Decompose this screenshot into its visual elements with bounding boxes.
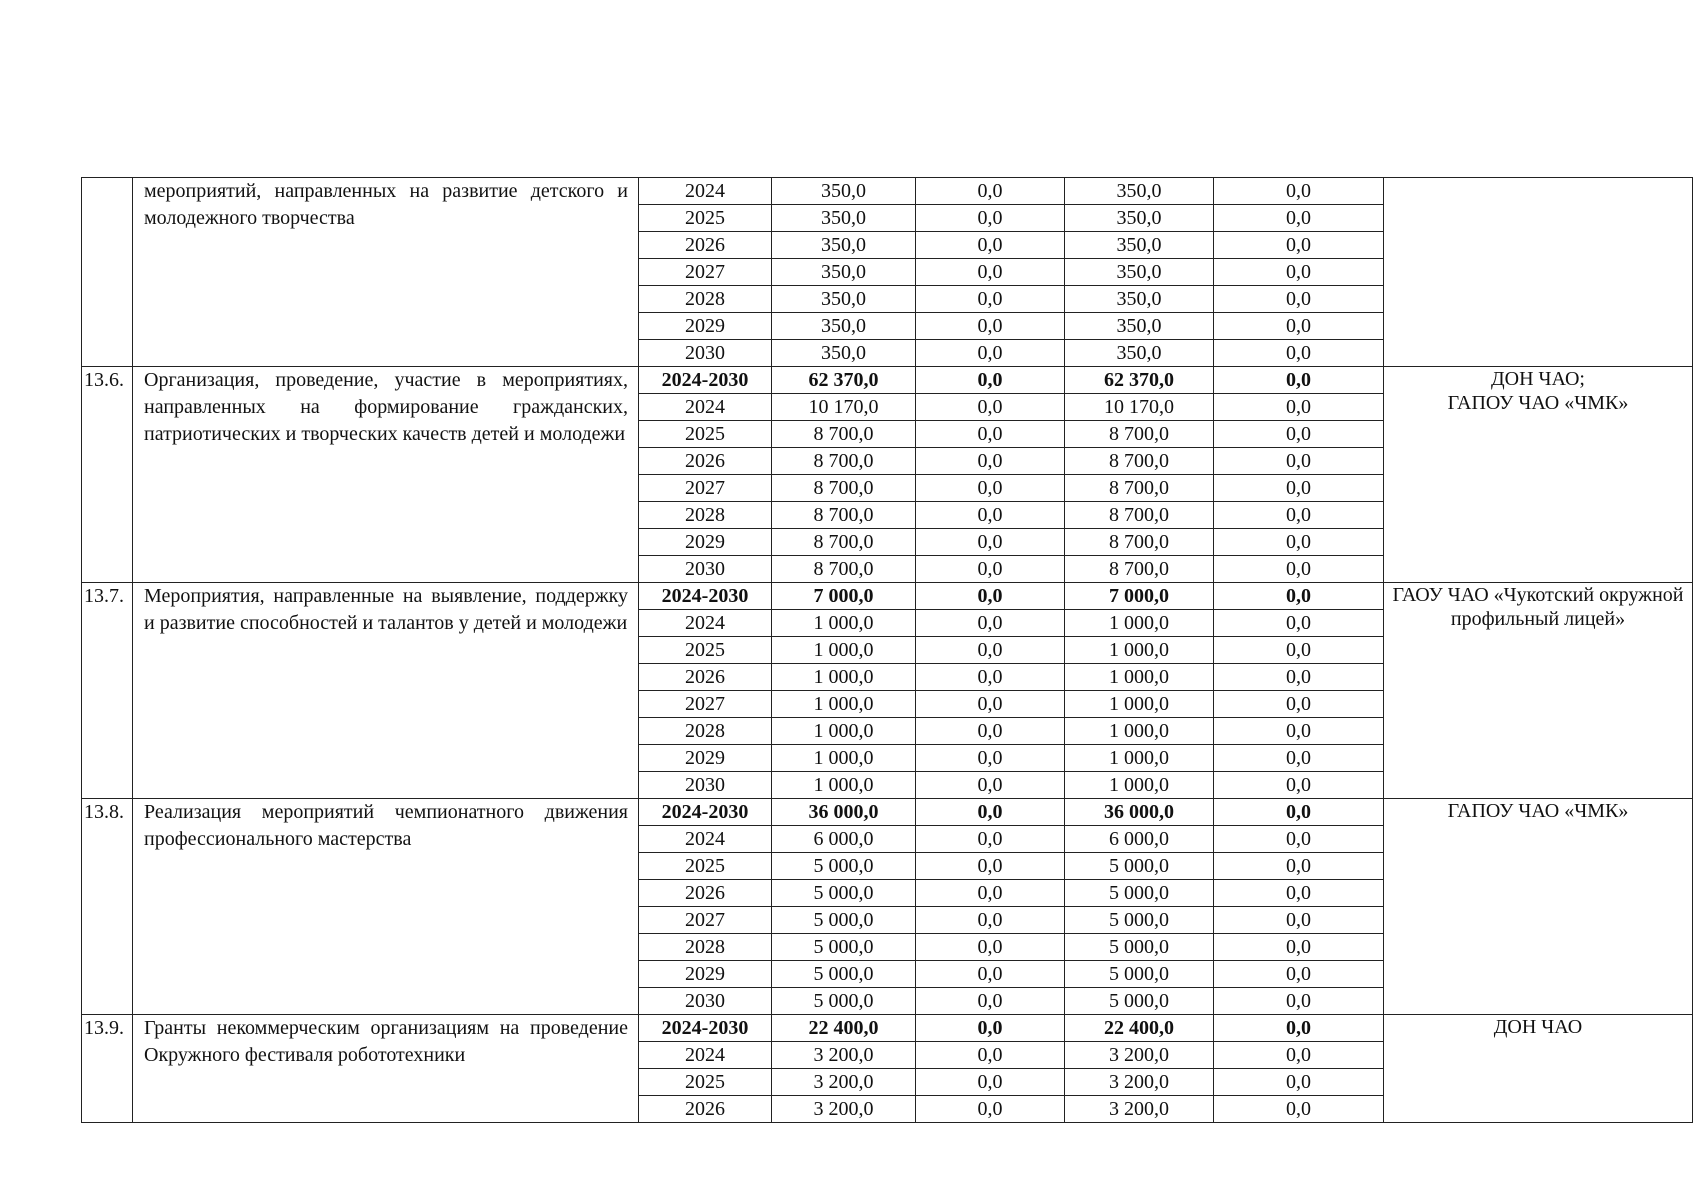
period-cell: 2024-2030 [639,1015,772,1042]
other-sources-cell: 0,0 [1214,1042,1384,1069]
period-cell: 2024-2030 [639,799,772,826]
regional-budget-cell: 5 000,0 [1065,853,1214,880]
period-cell: 2024-2030 [639,367,772,394]
total-cell: 8 700,0 [772,529,916,556]
table-row [82,1015,1693,1042]
regional-budget-cell: 7 000,0 [1065,583,1214,610]
total-cell: 5 000,0 [772,853,916,880]
federal-budget-cell: 0,0 [916,637,1065,664]
federal-budget-cell: 0,0 [916,502,1065,529]
regional-budget-cell: 350,0 [1065,178,1214,205]
period-cell: 2026 [639,880,772,907]
federal-budget-cell: 0,0 [916,799,1065,826]
regional-budget-cell: 350,0 [1065,259,1214,286]
other-sources-cell: 0,0 [1214,961,1384,988]
other-sources-cell: 0,0 [1214,529,1384,556]
other-sources-cell: 0,0 [1214,475,1384,502]
regional-budget-cell: 3 200,0 [1065,1042,1214,1069]
federal-budget-cell: 0,0 [916,1015,1065,1042]
total-cell: 1 000,0 [772,610,916,637]
other-sources-cell: 0,0 [1214,934,1384,961]
federal-budget-cell: 0,0 [916,880,1065,907]
other-sources-cell: 0,0 [1214,637,1384,664]
federal-budget-cell: 0,0 [916,259,1065,286]
total-cell: 8 700,0 [772,502,916,529]
item-name: Мероприятия, направленные на выявление, поддержку и развитие способностей и талантов у детей и молодежи [133,583,639,799]
federal-budget-cell: 0,0 [916,205,1065,232]
period-cell: 2024 [639,826,772,853]
period-cell: 2029 [639,745,772,772]
total-cell: 350,0 [772,313,916,340]
item-number: 13.6. [82,367,133,583]
executor-cell: ДОН ЧАО; ГАПОУ ЧАО «ЧМК» [1384,367,1693,583]
total-cell: 3 200,0 [772,1042,916,1069]
other-sources-cell: 0,0 [1214,232,1384,259]
item-number: 13.9. [82,1015,133,1123]
regional-budget-cell: 1 000,0 [1065,772,1214,799]
total-cell: 1 000,0 [772,745,916,772]
federal-budget-cell: 0,0 [916,853,1065,880]
other-sources-cell: 0,0 [1214,718,1384,745]
total-cell: 10 170,0 [772,394,916,421]
total-cell: 1 000,0 [772,637,916,664]
total-cell: 7 000,0 [772,583,916,610]
other-sources-cell: 0,0 [1214,826,1384,853]
other-sources-cell: 0,0 [1214,664,1384,691]
other-sources-cell: 0,0 [1214,448,1384,475]
regional-budget-cell: 350,0 [1065,340,1214,367]
period-cell: 2029 [639,961,772,988]
total-cell: 36 000,0 [772,799,916,826]
total-cell: 350,0 [772,340,916,367]
period-cell: 2025 [639,1069,772,1096]
other-sources-cell: 0,0 [1214,1015,1384,1042]
other-sources-cell: 0,0 [1214,502,1384,529]
period-cell: 2025 [639,637,772,664]
regional-budget-cell: 6 000,0 [1065,826,1214,853]
period-cell: 2030 [639,340,772,367]
federal-budget-cell: 0,0 [916,286,1065,313]
other-sources-cell: 0,0 [1214,988,1384,1015]
regional-budget-cell: 350,0 [1065,205,1214,232]
period-cell: 2028 [639,502,772,529]
federal-budget-cell: 0,0 [916,178,1065,205]
federal-budget-cell: 0,0 [916,529,1065,556]
total-cell: 3 200,0 [772,1096,916,1123]
regional-budget-cell: 22 400,0 [1065,1015,1214,1042]
other-sources-cell: 0,0 [1214,772,1384,799]
period-cell: 2026 [639,1096,772,1123]
total-cell: 350,0 [772,232,916,259]
total-cell: 350,0 [772,286,916,313]
other-sources-cell: 0,0 [1214,691,1384,718]
table-row [82,178,1693,205]
total-cell: 350,0 [772,205,916,232]
federal-budget-cell: 0,0 [916,1069,1065,1096]
regional-budget-cell: 1 000,0 [1065,718,1214,745]
executor-cell: ДОН ЧАО [1384,1015,1693,1123]
federal-budget-cell: 0,0 [916,907,1065,934]
other-sources-cell: 0,0 [1214,799,1384,826]
federal-budget-cell: 0,0 [916,1096,1065,1123]
regional-budget-cell: 8 700,0 [1065,421,1214,448]
federal-budget-cell: 0,0 [916,610,1065,637]
federal-budget-cell: 0,0 [916,826,1065,853]
total-cell: 8 700,0 [772,421,916,448]
other-sources-cell: 0,0 [1214,1096,1384,1123]
regional-budget-cell: 5 000,0 [1065,880,1214,907]
regional-budget-cell: 350,0 [1065,313,1214,340]
period-cell: 2025 [639,421,772,448]
federal-budget-cell: 0,0 [916,772,1065,799]
period-cell: 2024 [639,1042,772,1069]
regional-budget-cell: 5 000,0 [1065,961,1214,988]
other-sources-cell: 0,0 [1214,1069,1384,1096]
total-cell: 5 000,0 [772,934,916,961]
federal-budget-cell: 0,0 [916,340,1065,367]
period-cell: 2024 [639,394,772,421]
regional-budget-cell: 8 700,0 [1065,448,1214,475]
total-cell: 8 700,0 [772,556,916,583]
total-cell: 5 000,0 [772,988,916,1015]
regional-budget-cell: 62 370,0 [1065,367,1214,394]
period-cell: 2027 [639,691,772,718]
regional-budget-cell: 350,0 [1065,232,1214,259]
period-cell: 2026 [639,664,772,691]
other-sources-cell: 0,0 [1214,340,1384,367]
total-cell: 350,0 [772,259,916,286]
total-cell: 5 000,0 [772,961,916,988]
regional-budget-cell: 8 700,0 [1065,475,1214,502]
total-cell: 22 400,0 [772,1015,916,1042]
regional-budget-cell: 3 200,0 [1065,1096,1214,1123]
period-cell: 2027 [639,259,772,286]
total-cell: 62 370,0 [772,367,916,394]
other-sources-cell: 0,0 [1214,259,1384,286]
total-cell: 1 000,0 [772,718,916,745]
regional-budget-cell: 1 000,0 [1065,610,1214,637]
federal-budget-cell: 0,0 [916,232,1065,259]
period-cell: 2029 [639,313,772,340]
total-cell: 1 000,0 [772,772,916,799]
regional-budget-cell: 5 000,0 [1065,934,1214,961]
period-cell: 2025 [639,205,772,232]
period-cell: 2028 [639,718,772,745]
other-sources-cell: 0,0 [1214,394,1384,421]
regional-budget-cell: 36 000,0 [1065,799,1214,826]
other-sources-cell: 0,0 [1214,421,1384,448]
period-cell: 2026 [639,232,772,259]
other-sources-cell: 0,0 [1214,907,1384,934]
other-sources-cell: 0,0 [1214,583,1384,610]
table-row [82,583,1693,610]
federal-budget-cell: 0,0 [916,745,1065,772]
period-cell: 2028 [639,934,772,961]
funding-table [81,177,1693,1123]
federal-budget-cell: 0,0 [916,664,1065,691]
regional-budget-cell: 1 000,0 [1065,664,1214,691]
total-cell: 8 700,0 [772,475,916,502]
period-cell: 2027 [639,907,772,934]
table-row [82,799,1693,826]
total-cell: 350,0 [772,178,916,205]
period-cell: 2030 [639,988,772,1015]
item-name: Реализация мероприятий чемпионатного движения профессионального мастерства [133,799,639,1015]
item-number: 13.7. [82,583,133,799]
item-name: мероприятий, направленных на развитие детского и молодежного творчества [133,178,639,367]
period-cell: 2030 [639,772,772,799]
table-row [82,367,1693,394]
other-sources-cell: 0,0 [1214,853,1384,880]
period-cell: 2024 [639,178,772,205]
regional-budget-cell: 1 000,0 [1065,691,1214,718]
total-cell: 3 200,0 [772,1069,916,1096]
item-number: 13.8. [82,799,133,1015]
regional-budget-cell: 350,0 [1065,286,1214,313]
period-cell: 2026 [639,448,772,475]
regional-budget-cell: 8 700,0 [1065,529,1214,556]
item-name: Организация, проведение, участие в мероприятиях, направленных на формирование гражданских, патриотических и творческих качеств детей и молодежи [133,367,639,583]
period-cell: 2029 [639,529,772,556]
regional-budget-cell: 8 700,0 [1065,502,1214,529]
federal-budget-cell: 0,0 [916,421,1065,448]
federal-budget-cell: 0,0 [916,961,1065,988]
total-cell: 6 000,0 [772,826,916,853]
total-cell: 5 000,0 [772,907,916,934]
item-number [82,178,133,367]
regional-budget-cell: 10 170,0 [1065,394,1214,421]
federal-budget-cell: 0,0 [916,718,1065,745]
other-sources-cell: 0,0 [1214,556,1384,583]
other-sources-cell: 0,0 [1214,286,1384,313]
total-cell: 5 000,0 [772,880,916,907]
executor-cell [1384,178,1693,367]
regional-budget-cell: 5 000,0 [1065,907,1214,934]
other-sources-cell: 0,0 [1214,880,1384,907]
other-sources-cell: 0,0 [1214,205,1384,232]
period-cell: 2024 [639,610,772,637]
executor-cell: ГАПОУ ЧАО «ЧМК» [1384,799,1693,1015]
federal-budget-cell: 0,0 [916,313,1065,340]
other-sources-cell: 0,0 [1214,178,1384,205]
other-sources-cell: 0,0 [1214,367,1384,394]
federal-budget-cell: 0,0 [916,691,1065,718]
total-cell: 1 000,0 [772,691,916,718]
regional-budget-cell: 1 000,0 [1065,637,1214,664]
total-cell: 8 700,0 [772,448,916,475]
other-sources-cell: 0,0 [1214,745,1384,772]
federal-budget-cell: 0,0 [916,394,1065,421]
federal-budget-cell: 0,0 [916,367,1065,394]
period-cell: 2027 [639,475,772,502]
executor-cell: ГАОУ ЧАО «Чукотский окружной профильный лицей» [1384,583,1693,799]
regional-budget-cell: 1 000,0 [1065,745,1214,772]
other-sources-cell: 0,0 [1214,610,1384,637]
federal-budget-cell: 0,0 [916,583,1065,610]
federal-budget-cell: 0,0 [916,1042,1065,1069]
federal-budget-cell: 0,0 [916,475,1065,502]
federal-budget-cell: 0,0 [916,988,1065,1015]
regional-budget-cell: 3 200,0 [1065,1069,1214,1096]
federal-budget-cell: 0,0 [916,556,1065,583]
regional-budget-cell: 8 700,0 [1065,556,1214,583]
period-cell: 2024-2030 [639,583,772,610]
other-sources-cell: 0,0 [1214,313,1384,340]
item-name: Гранты некоммерческим организациям на проведение Окружного фестиваля робототехники [133,1015,639,1123]
period-cell: 2028 [639,286,772,313]
federal-budget-cell: 0,0 [916,934,1065,961]
period-cell: 2030 [639,556,772,583]
total-cell: 1 000,0 [772,664,916,691]
federal-budget-cell: 0,0 [916,448,1065,475]
regional-budget-cell: 5 000,0 [1065,988,1214,1015]
period-cell: 2025 [639,853,772,880]
